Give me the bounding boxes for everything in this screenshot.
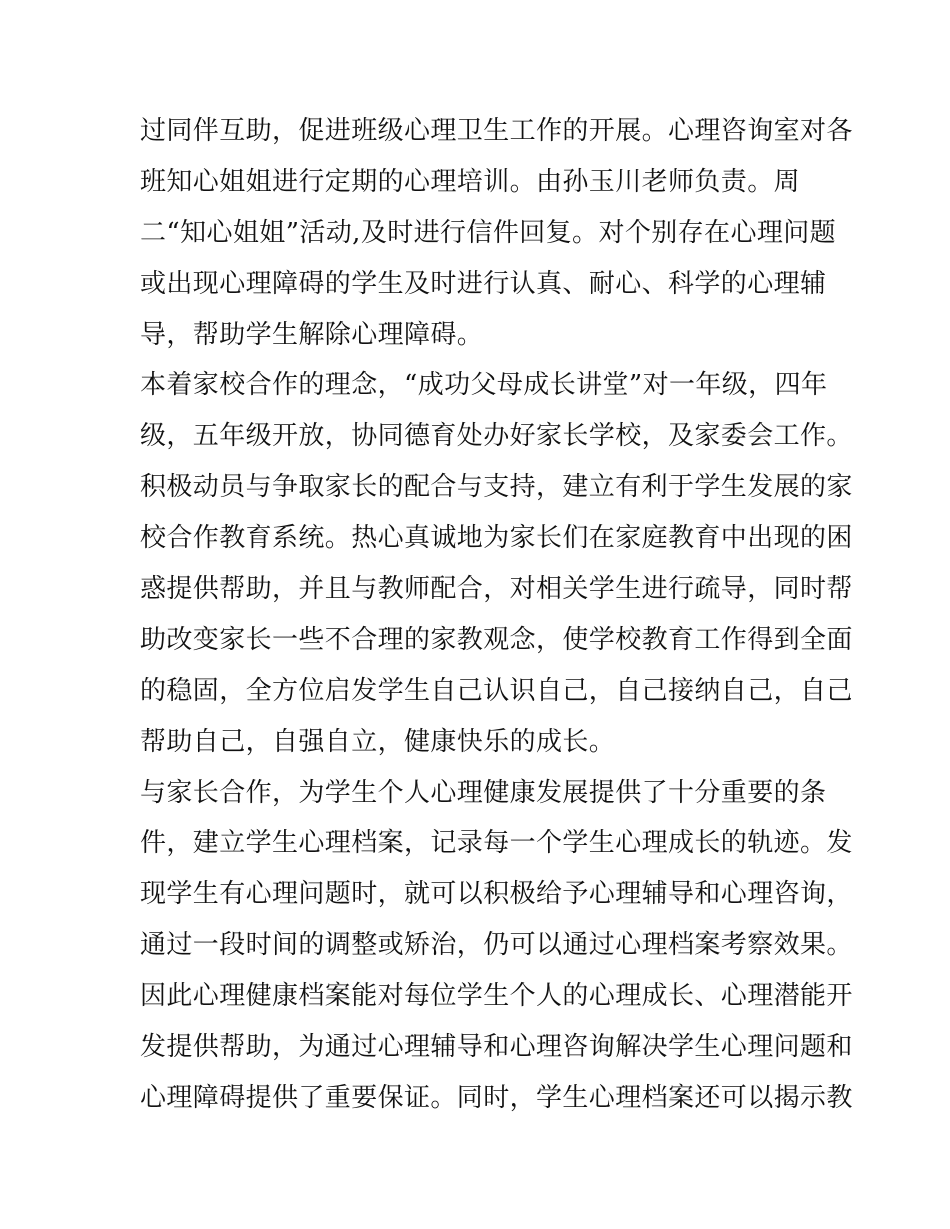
document-body [140,106,853,1124]
text-line: 过同伴互助，促进班级心理卫生工作的开展。心理咨询室对各 [140,116,853,146]
text-line: 帮助自己，自强自立，健康快乐的成长。 [140,726,616,757]
text-line: 校合作教育系统。热心真诚地为家长们在家庭教育中出现的困 [140,523,853,554]
text-line: 的稳固，全方位启发学生自己认识自己，自己接纳自己，自己 [140,675,853,706]
text-line: 因此心理健康档案能对每位学生个人的心理成长、心理潜能开 [140,981,853,1012]
text-line: 现学生有心理问题时，就可以积极给予心理辅导和心理咨询， [140,879,853,910]
text-line: 班知心姐姐进行定期的心理培训。由孙玉川老师负责。周 [140,166,801,197]
text-line: 本着家校合作的理念，“成功父母成长讲堂”对一年级，四年 [140,370,828,401]
text-line: 通过一段时间的调整或矫治，仍可以通过心理档案考察效果。 [140,930,853,961]
text-line: 积极动员与争取家长的配合与支持，建立有利于学生发展的家 [140,472,853,503]
text-line: 发提供帮助，为通过心理辅导和心理咨询解决学生心理问题和 [140,1032,853,1063]
text-line: 或出现心理障碍的学生及时进行认真、耐心、科学的心理辅 [140,268,827,299]
text-line: 心理障碍提供了重要保证。同时，学生心理档案还可以揭示教 [140,1082,853,1113]
text-line: 惑提供帮助，并且与教师配合，对相关学生进行疏导，同时帮 [140,574,853,605]
text-line: 助改变家长一些不合理的家教观念，使学校教育工作得到全面 [140,624,853,655]
text-line: 与家长合作，为学生个人心理健康发展提供了十分重要的条 [140,777,827,808]
text-line: 级，五年级开放，协同德育处办好家长学校，及家委会工作。 [140,421,853,452]
text-line: 件，建立学生心理档案，记录每一个学生心理成长的轨迹。发 [140,828,853,859]
text-line: 导，帮助学生解除心理障碍。 [140,319,484,350]
text-line: 二“知心姐姐”活动,及时进行信件回复。对个别存在心理问题 [140,217,837,248]
